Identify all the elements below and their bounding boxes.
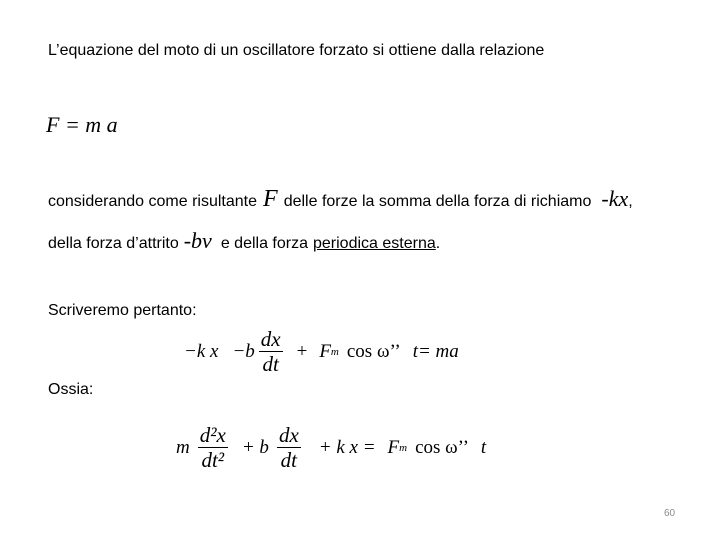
eq2-F: F — [387, 436, 400, 458]
ossia-text: Ossia: — [48, 381, 94, 398]
equation-2 — [176, 424, 486, 471]
eq2-first-derivative — [277, 424, 301, 471]
eq1-sub-m: m — [330, 345, 339, 358]
eq1-plus: + — [296, 340, 308, 362]
eq1-F: F — [319, 340, 331, 362]
scriveremo-text: Scriveremo pertanto: — [48, 302, 197, 319]
symbol-kx: -kx — [601, 186, 629, 211]
eq1-den: dt — [262, 352, 279, 377]
eq1-cos: cos ω’’ — [346, 340, 401, 362]
line1-before: considerando come risultante — [48, 193, 258, 210]
eq2-den1: dt² — [201, 448, 225, 473]
intro-text: L’equazione del moto di un oscillatore forzato si ottiene dalla relazione — [48, 42, 545, 59]
eq2-num1: d²x — [199, 423, 226, 447]
equation-1 — [184, 328, 459, 375]
eq2-num2: dx — [278, 423, 299, 447]
line1-comma: , — [628, 193, 633, 210]
line2-middle: e della forza — [220, 235, 308, 252]
eq2-plus-kx: + k x = — [318, 436, 376, 458]
eq1-minus-b: −b — [232, 340, 255, 362]
line-resultant — [48, 186, 633, 213]
line2-end: . — [435, 235, 441, 252]
line2-before: della forza d’attrito — [48, 235, 179, 252]
eq2-m: m — [176, 436, 190, 458]
line1-middle: delle forze la somma della forza di richiamo — [283, 193, 592, 210]
symbol-F: F — [263, 186, 278, 212]
symbol-bv: -bv — [183, 228, 212, 253]
eq2-t: t — [480, 436, 487, 458]
eq1-minus-k: −k x — [184, 340, 219, 362]
line-friction — [48, 228, 440, 254]
eq2-den2: dt — [280, 448, 298, 473]
eq1-derivative — [259, 328, 283, 375]
eq2-sub-m: m — [399, 441, 408, 454]
page-number: 60 — [664, 508, 676, 519]
eq1-rest: t= ma — [412, 340, 459, 362]
eq2-plus-b: + b — [241, 436, 269, 458]
eq2-second-derivative — [198, 424, 228, 471]
newton-formula: F = m a — [46, 112, 118, 137]
link-periodica-esterna[interactable]: periodica esterna — [313, 235, 436, 252]
eq1-num: dx — [260, 327, 281, 351]
eq2-cos: cos ω’’ — [415, 436, 469, 458]
